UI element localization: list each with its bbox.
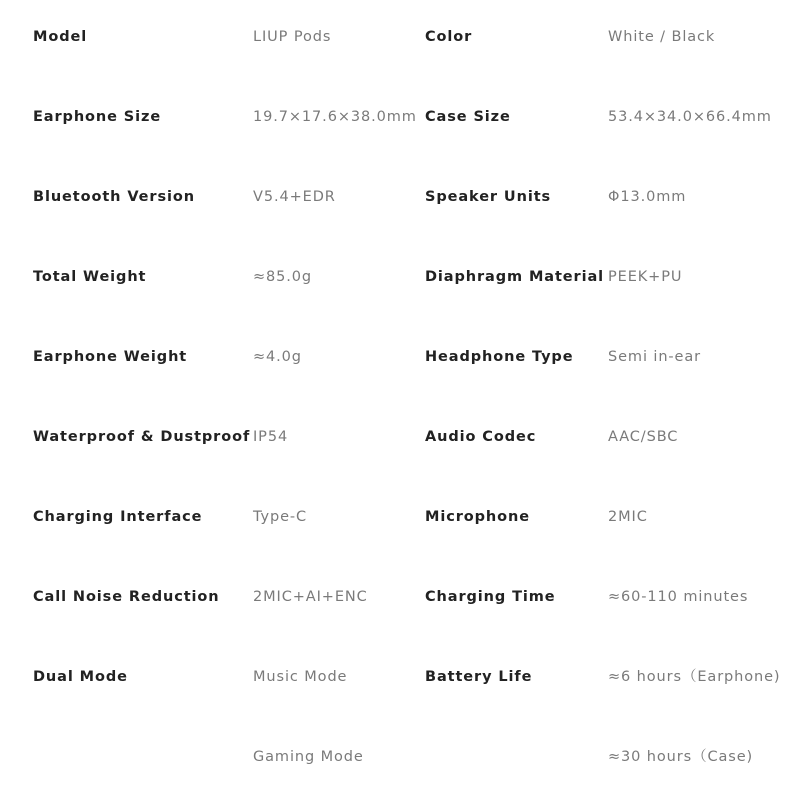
spec-label: Case Size [425, 109, 511, 125]
spec-value: Music Mode [253, 669, 348, 685]
spec-label: Audio Codec [425, 429, 537, 445]
spec-value: Φ13.0mm [608, 189, 687, 205]
spec-row-dual-mode [0, 657, 800, 697]
spec-value: V5.4+EDR [253, 189, 336, 205]
spec-value: 53.4×34.0×66.4mm [608, 109, 772, 125]
spec-value: 2MIC [608, 509, 648, 525]
spec-value: Type-C [253, 509, 308, 525]
spec-label: Model [33, 29, 88, 45]
spec-value: ≈85.0g [253, 269, 313, 285]
spec-value: Gaming Mode [253, 749, 364, 765]
spec-value: ≈60-110 minutes [608, 589, 749, 605]
spec-label: Waterproof & Dustproof [33, 429, 251, 445]
spec-value: PEEK+PU [608, 269, 683, 285]
spec-label: Diaphragm Material [425, 269, 605, 285]
spec-label: Charging Interface [33, 509, 203, 525]
spec-value: ≈30 hours（Case) [608, 749, 754, 765]
spec-value: ≈4.0g [253, 349, 302, 365]
spec-label: Speaker Units [425, 189, 552, 205]
spec-value: Semi in-ear [608, 349, 702, 365]
spec-row-dual-mode-cont [0, 737, 800, 777]
spec-label: Headphone Type [425, 349, 574, 365]
spec-row-noise-reduction [0, 577, 800, 617]
spec-value: 19.7×17.6×38.0mm [253, 109, 417, 125]
spec-row-model [0, 17, 800, 57]
spec-row-earphone-weight [0, 337, 800, 377]
spec-label: Total Weight [33, 269, 147, 285]
spec-value: 2MIC+AI+ENC [253, 589, 368, 605]
spec-row-charging-interface [0, 497, 800, 537]
spec-value: White / Black [608, 29, 716, 45]
spec-label: Call Noise Reduction [33, 589, 220, 605]
spec-row-size [0, 97, 800, 137]
spec-label: Dual Mode [33, 669, 128, 685]
spec-label: Color [425, 29, 473, 45]
spec-label: Battery Life [425, 669, 533, 685]
spec-row-bluetooth [0, 177, 800, 217]
spec-value: LIUP Pods [253, 29, 332, 45]
spec-label: Charging Time [425, 589, 556, 605]
spec-row-weight [0, 257, 800, 297]
spec-label: Bluetooth Version [33, 189, 195, 205]
spec-label: Microphone [425, 509, 530, 525]
spec-value: ≈6 hours（Earphone) [608, 669, 781, 685]
spec-value: IP54 [253, 429, 289, 445]
spec-label: Earphone Weight [33, 349, 188, 365]
spec-label: Earphone Size [33, 109, 162, 125]
spec-value: AAC/SBC [608, 429, 679, 445]
spec-row-waterproof [0, 417, 800, 457]
